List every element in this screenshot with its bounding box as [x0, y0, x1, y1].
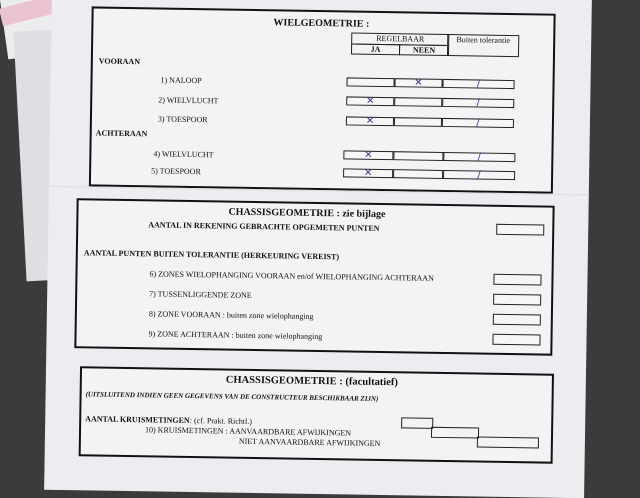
- mark: ✕: [364, 149, 373, 161]
- wielgeometrie-title: WIELGEOMETRIE :: [273, 17, 370, 30]
- cell-buiten[interactable]: [442, 79, 514, 89]
- kruismetingen-box-2[interactable]: [431, 427, 479, 439]
- section-achteraan: ACHTERAAN: [95, 128, 148, 139]
- row-label-toespoor-voor: 3) TOESPOOR: [157, 114, 208, 125]
- section-vooraan: VOORAAN: [98, 56, 141, 67]
- mark: [348, 77, 394, 78]
- kruismetingen-box-1[interactable]: [401, 417, 433, 429]
- row-cells-toespoor-voor: [346, 116, 514, 128]
- cell-buiten[interactable]: [443, 170, 515, 180]
- row-cells-toespoor-achter: [343, 168, 515, 180]
- mark: ✕: [365, 95, 375, 107]
- mark: [395, 117, 441, 118]
- document-page: [44, 0, 592, 498]
- aantal-rekening-box[interactable]: [496, 224, 544, 236]
- cell-neen[interactable]: [394, 97, 442, 107]
- cell-neen[interactable]: [393, 169, 443, 179]
- cell-neen[interactable]: [394, 117, 442, 127]
- row-cells-wielvlucht-achter: [343, 150, 515, 162]
- row-label-naloop: 1) NALOOP: [160, 75, 202, 86]
- row-cells-naloop: [346, 77, 514, 89]
- chassis-item-8-box[interactable]: [493, 314, 541, 326]
- cell-ja[interactable]: [346, 96, 394, 106]
- cell-neen[interactable]: [393, 151, 443, 161]
- aantal-rekening-label: AANTAL IN REKENING GEBRACHTE OPGEMETEN PUNTEN: [148, 220, 380, 233]
- mark: /: [476, 117, 480, 129]
- regelbaar-label: REGELBAAR: [376, 33, 425, 44]
- mark: ✕: [365, 115, 375, 127]
- chassis-item-9: 9) ZONE ACHTERAAN : buiten zone wielophanging: [148, 329, 323, 342]
- ja-label: JA: [370, 44, 381, 54]
- cell-ja[interactable]: [346, 116, 394, 126]
- mark: [394, 151, 442, 152]
- cell-ja[interactable]: [343, 150, 393, 160]
- neen-label: NEEN: [412, 45, 436, 55]
- chassis-item-6: 6) ZONES WIELOPHANGING VOORAAN en/of WIELOPHANGING ACHTERAAN: [149, 269, 434, 283]
- mark: /: [477, 151, 482, 163]
- chassisgeometrie-box: [74, 198, 554, 355]
- row-label-wielvlucht-achter: 4) WIELVLUCHT: [153, 149, 214, 160]
- aantal-buiten-label: AANTAL PUNTEN BUITEN TOLERANTIE (HERKEURING VEREIST): [83, 248, 340, 262]
- mark: ✕: [363, 167, 373, 179]
- kruismetingen-item-10b: NIET AANVAARDBARE AFWIJKINGEN: [238, 436, 381, 449]
- kruismetingen-label: [85, 414, 252, 426]
- chassis-item-8: 8) ZONE VOORAAN : buiten zone wielophanging: [148, 309, 314, 321]
- chassis-item-7: 7) TUSSENLIGGENDE ZONE: [149, 289, 252, 300]
- mark: /: [476, 97, 481, 109]
- cell-buiten[interactable]: [442, 118, 514, 128]
- facultatief-note: (UITSLUITEND INDIEN GEEN GEGEVENS VAN DE CONSTRUCTEUR BESCHIKBAAR ZIJN): [85, 390, 379, 403]
- chassis-item-9-box[interactable]: [492, 334, 540, 346]
- buiten-tolerantie-label: Buiten tolerantie: [456, 35, 511, 45]
- chassisgeometrie-facultatief-box: [79, 366, 554, 463]
- cell-buiten[interactable]: [442, 98, 514, 108]
- cell-buiten[interactable]: [443, 152, 515, 162]
- row-cells-wielvlucht-voor: [346, 96, 514, 108]
- cell-ja[interactable]: [343, 168, 393, 178]
- mark: [394, 169, 442, 170]
- kruismetingen-item-10: 10) KRUISMETINGEN : AANVAARDBARE AFWIJKINGEN: [144, 425, 352, 438]
- column-header-neen: [399, 44, 449, 56]
- kruismetingen-title: AANTAL KRUISMETINGEN: [85, 414, 190, 426]
- column-header-buiten: [447, 34, 519, 57]
- column-header-ja: [351, 43, 400, 55]
- mark: /: [477, 169, 481, 181]
- row-label-wielvlucht-voor: 2) WIELVLUCHT: [158, 95, 219, 106]
- cell-ja[interactable]: [346, 77, 394, 87]
- mark: /: [476, 78, 481, 90]
- facultatief-title: CHASSISGEOMETRIE : (facultatief): [225, 374, 399, 389]
- chassis-item-7-box[interactable]: [493, 294, 541, 306]
- mark: [395, 97, 441, 98]
- wielgeometrie-box: [89, 6, 556, 193]
- chassis-item-6-box[interactable]: [493, 274, 541, 286]
- row-label-toespoor-achter: 5) TOESPOOR: [151, 166, 201, 177]
- chassisgeometrie-title: CHASSISGEOMETRIE : zie bijlage: [228, 206, 386, 221]
- kruismetingen-ref: : (cf. Prakt. Richtl.): [189, 416, 253, 426]
- cell-neen[interactable]: [394, 78, 442, 88]
- mark: ✕: [414, 77, 423, 89]
- kruismetingen-box-3[interactable]: [477, 437, 539, 449]
